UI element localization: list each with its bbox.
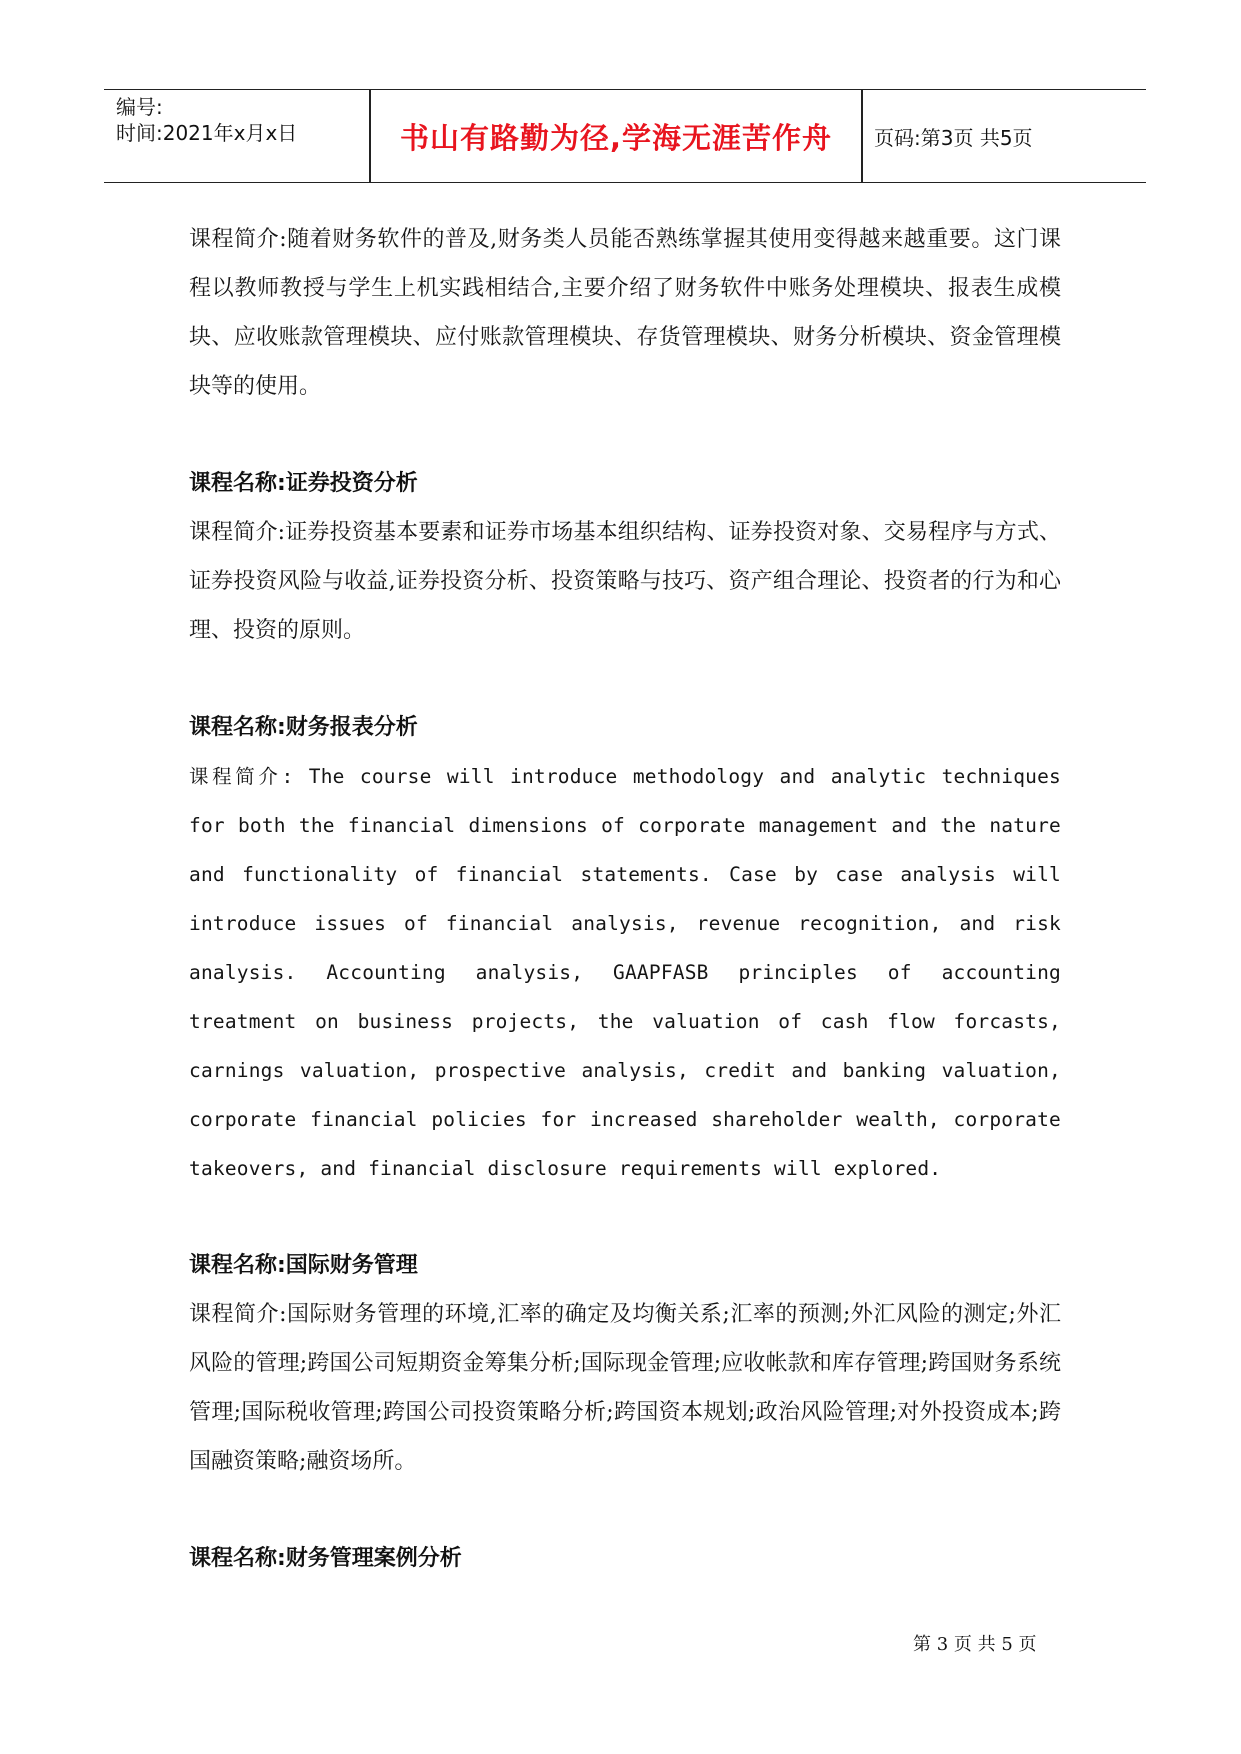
header-divider	[861, 90, 863, 182]
section-spacer	[189, 1486, 1061, 1534]
course-title: 课程名称:财务管理案例分析	[189, 1546, 462, 1571]
section-spacer	[189, 411, 1061, 459]
header-motto: 书山有路勤为径,学海无涯苦作舟	[399, 120, 833, 155]
course-intro: 课程简介: The course will introduce methodology and analytic techniques for both the financial dimensions of corporate management and the nature and functionality of financial statements. Case by case analysis will introduce issues of financial analysis, revenue recognition, and risk analysis. Accounting analysis, GAAPFASB principles of accounting treatment on business projects, the valuation of cash flow forcasts, carnings valuation, prospective analysis, credit and banking valuation, corporate financial policies for increased shareholder wealth, corporate takeovers, and financial disclosure requirements will explored.	[189, 765, 1061, 1180]
course-intro: 课程简介:随着财务软件的普及,财务类人员能否熟练掌握其使用变得越来越重要。这门课程以教师教授与学生上机实践相结合,主要介绍了财务软件中账务处理模块、报表生成模块、应收账款管理模块、应付账款管理模块、存货管理模块、财务分析模块、资金管理模块等的使用。	[189, 227, 1061, 399]
document-time-label: 时间:2021年x月x日	[116, 121, 298, 145]
section-spacer	[189, 1193, 1061, 1241]
page-header	[104, 89, 1146, 183]
header-meta	[116, 94, 366, 146]
course-title: 课程名称:财务报表分析	[189, 715, 418, 740]
course-title: 课程名称:国际财务管理	[189, 1253, 418, 1278]
document-body	[189, 215, 1061, 1583]
course-intro: 课程简介:证券投资基本要素和证券市场基本组织结构、证券投资对象、交易程序与方式、证券投资风险与收益,证券投资分析、投资策略与技巧、资产组合理论、投资者的行为和心理、投资的原则。	[189, 520, 1061, 643]
section-spacer	[189, 655, 1061, 703]
header-page-number: 页码:第3页 共5页	[874, 125, 1033, 150]
course-intro: 课程简介:国际财务管理的环境,汇率的确定及均衡关系;汇率的预测;外汇风险的测定;外汇风险的管理;跨国公司短期资金筹集分析;国际现金管理;应收帐款和库存管理;跨国财务系统管理;国际税收管理;跨国公司投资策略分析;跨国资本规划;政治风险管理;对外投资成本;跨国融资策略;融资场所。	[189, 1302, 1061, 1474]
document-number-label: 编号:	[116, 95, 163, 119]
page-footer: 第 3 页 共 5 页	[913, 1634, 1037, 1655]
course-title: 课程名称:证券投资分析	[189, 471, 418, 496]
